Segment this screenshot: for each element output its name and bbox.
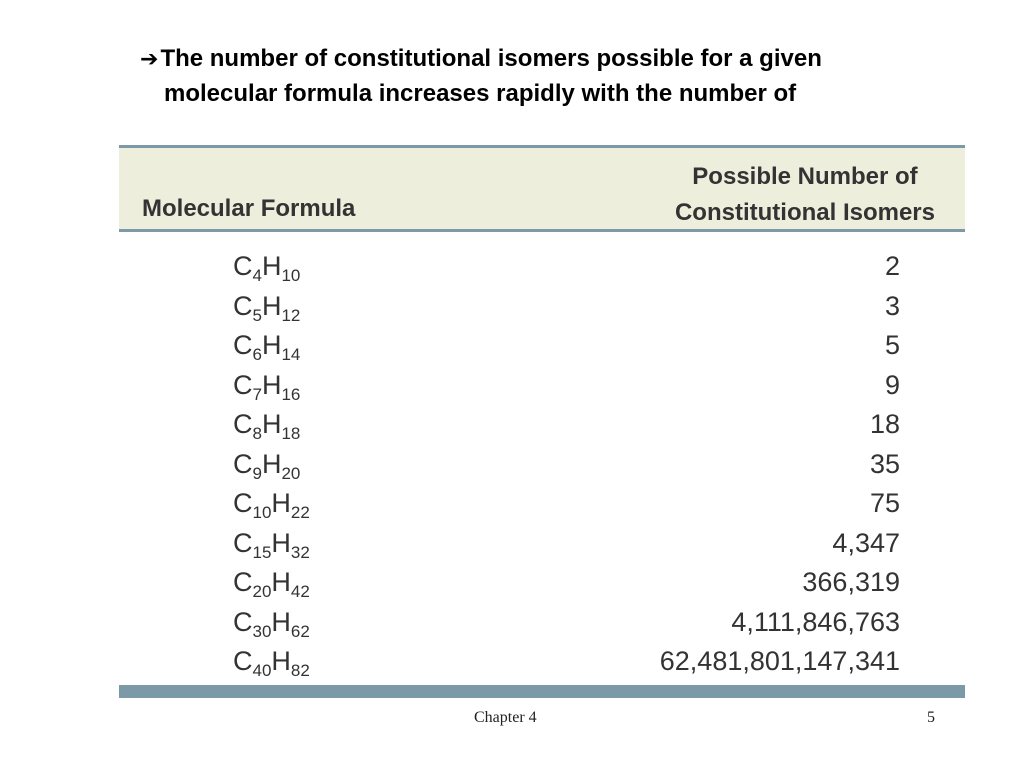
molecular-formula: $C_8H_{18}$ [233, 409, 301, 443]
isomer-count: 5 [884, 330, 900, 360]
carbon-count: 40 [252, 661, 272, 680]
table-row [119, 605, 965, 645]
table-row [119, 565, 965, 605]
isomer-count: 75 [869, 488, 900, 518]
table-row [119, 526, 965, 566]
carbon-count: 5 [252, 305, 262, 325]
table-header [119, 148, 965, 229]
isomer-count: 4,347 [832, 527, 900, 558]
carbon-count: 15 [252, 542, 272, 562]
hydrogen-count: 14 [281, 345, 301, 364]
table-body [119, 232, 965, 685]
table-row [119, 407, 965, 447]
table-row [119, 249, 965, 289]
hydrogen-count: 22 [290, 503, 310, 522]
table-row [119, 486, 965, 526]
isomer-count: 18 [869, 409, 900, 439]
column-header-formula: Molecular Formula [142, 195, 356, 222]
molecular-formula: $C_{10}H_{22}$ [233, 488, 310, 522]
molecular-formula: $C_9H_{20}$ [233, 448, 301, 483]
hydrogen-count: 42 [290, 582, 310, 601]
carbon-count: 8 [252, 424, 262, 443]
isomer-count: 35 [869, 448, 900, 479]
isomer-count: 3 [884, 290, 900, 321]
table-row [119, 368, 965, 408]
hydrogen-count: 18 [281, 424, 301, 443]
heading-line-1: The number of constitutional isomers possible for a given [160, 45, 822, 72]
isomer-count: 4,111,846,763 [731, 606, 900, 637]
footer-chapter: Chapter 4 [474, 709, 537, 726]
heading-line-2: molecular formula increases rapidly with the number of [164, 80, 797, 107]
hydrogen-count: 82 [290, 661, 310, 680]
table-row [119, 644, 965, 684]
footer-page-number: 5 [927, 709, 935, 726]
molecular-formula: $C_7H_{16}$ [233, 369, 301, 404]
carbon-count: 20 [252, 582, 272, 601]
column-header-count-line-1: Possible Number of [692, 163, 918, 190]
carbon-count: 4 [252, 266, 262, 285]
molecular-formula: $C_{20}H_{42}$ [233, 567, 310, 601]
table-row [119, 447, 965, 487]
table-bottom-rule [119, 685, 965, 698]
molecular-formula: $C_5H_{12}$ [233, 290, 301, 325]
column-header-count-line-2: Constitutional Isomers [674, 199, 935, 226]
slide-heading [140, 42, 980, 111]
hydrogen-count: 10 [281, 266, 301, 285]
carbon-count: 7 [252, 384, 262, 404]
table-row [119, 289, 965, 329]
hydrogen-count: 16 [281, 384, 301, 404]
molecular-formula: $C_{40}H_{82}$ [233, 646, 310, 680]
isomer-count: 9 [884, 369, 900, 400]
carbon-count: 30 [252, 621, 272, 641]
hydrogen-count: 12 [281, 305, 301, 325]
arrow-right-icon: ➔ [140, 47, 159, 72]
carbon-count: 6 [252, 345, 262, 364]
isomer-count: 366,319 [802, 567, 900, 597]
carbon-count: 9 [252, 463, 262, 483]
isomer-count: 62,481,801,147,341 [659, 646, 900, 676]
hydrogen-count: 20 [281, 463, 301, 483]
molecular-formula: $C_4H_{10}$ [233, 251, 301, 285]
molecular-formula: $C_6H_{14}$ [233, 330, 301, 364]
molecular-formula: $C_{30}H_{62}$ [233, 606, 310, 641]
isomer-table [119, 145, 965, 698]
column-header-count [675, 159, 935, 231]
carbon-count: 10 [252, 503, 272, 522]
molecular-formula: $C_{15}H_{32}$ [233, 527, 310, 562]
isomer-count: 2 [884, 251, 900, 281]
hydrogen-count: 32 [290, 542, 310, 562]
hydrogen-count: 62 [290, 621, 310, 641]
table-row [119, 328, 965, 368]
